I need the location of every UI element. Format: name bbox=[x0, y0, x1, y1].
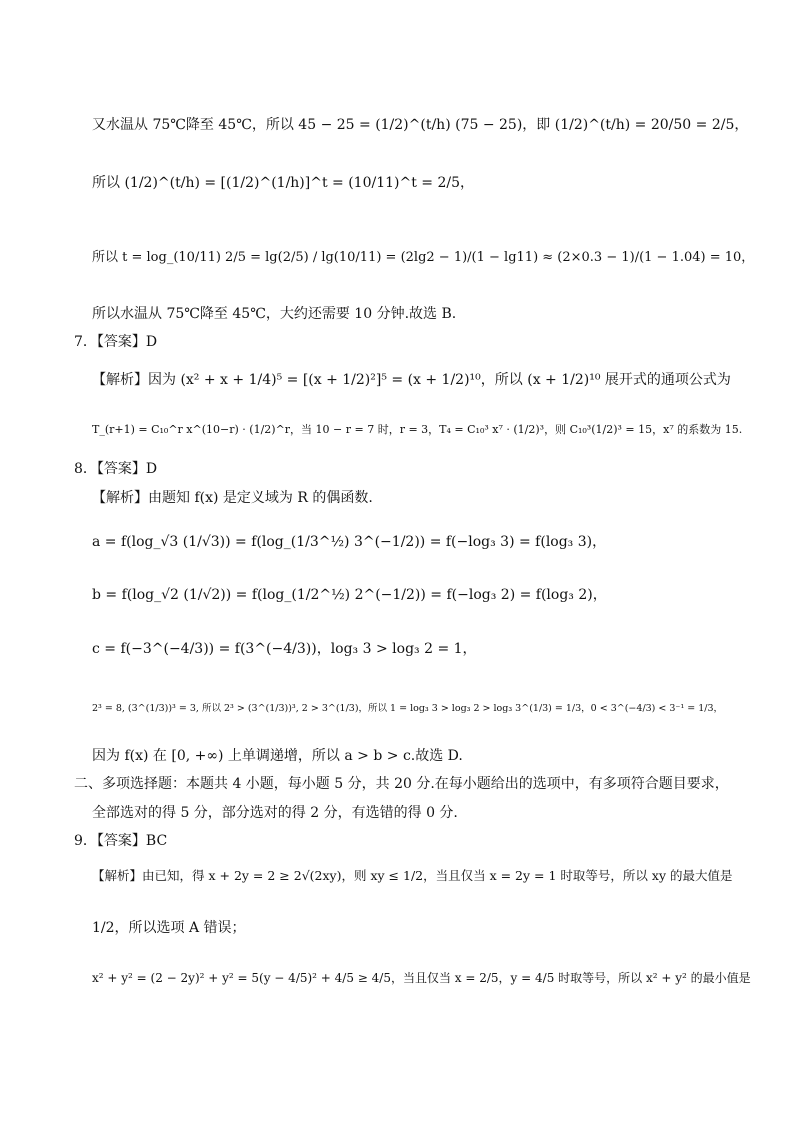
analysis-8-a: a = f(log_√3 (1/√3)) = f(log_(1/3^½) 3^(−1/2)) = f(−log₃ 3) = f(log₃ 3)， bbox=[92, 534, 607, 550]
solution-6-line-1: 又水温从 75℃降至 45℃，所以 45 − 25 = (1/2)^(t/h) (75 − 25)，即 (1/2)^(t/h) = 20/50 = 2/5， bbox=[92, 117, 749, 133]
analysis-8-intro: 【解析】由题知 f(x) 是定义域为 R 的偶函数. bbox=[92, 490, 373, 506]
answer-7-heading: 7．【答案】D bbox=[74, 334, 158, 350]
answer-9-heading: 9．【答案】BC bbox=[74, 833, 168, 849]
analysis-8-conclusion: 因为 f(x) 在 [0, +∞) 上单调递增，所以 a > b > c.故选 D. bbox=[92, 748, 463, 764]
answer-8-heading: 8．【答案】D bbox=[74, 461, 158, 477]
analysis-7-line-2: T_(r+1) = C₁₀^r x^(10−r) · (1/2)^r，当 10 − r = 7 时，r = 3，T₄ = C₁₀³ x⁷ · (1/2)³，则 C₁₀³(1/2)³ = 15，x⁷ 的系数为 15. bbox=[92, 423, 743, 436]
analysis-8-compare: 2³ = 8, (3^(1/3))³ = 3, 所以 2³ > (3^(1/3))³, 2 > 3^(1/3)，所以 1 = log₃ 3 > log₃ 2 > log₃ 3^(1/3) = 1/3，0 < 3^(−4/3) < 3⁻¹ = 1/3， bbox=[92, 703, 724, 714]
analysis-9-line-3: x² + y² = (2 − 2y)² + y² = 5(y − 4/5)² + 4/5 ≥ 4/5，当且仅当 x = 2/5，y = 4/5 时取等号，所以 x² + y² 的最小值是 bbox=[92, 971, 751, 985]
section-2-scoring: 全部选对的得 5 分，部分选对的得 2 分，有选错的得 0 分. bbox=[92, 805, 458, 821]
analysis-9-line-2: 1/2，所以选项 A 错误； bbox=[92, 920, 246, 936]
section-2-heading: 二、多项选择题：本题共 4 小题，每小题 5 分，共 20 分.在每小题给出的选项中，有多项符合题目要求， bbox=[74, 776, 729, 792]
solution-6-conclusion: 所以水温从 75℃降至 45℃，大约还需要 10 分钟.故选 B. bbox=[92, 306, 457, 322]
analysis-9-line-1: 【解析】由已知，得 x + 2y = 2 ≥ 2√(2xy)，则 xy ≤ 1/2，当且仅当 x = 2y = 1 时取等号，所以 xy 的最大值是 bbox=[92, 868, 733, 883]
analysis-7-line-1: 【解析】因为 (x² + x + 1/4)⁵ = [(x + 1/2)²]⁵ = (x + 1/2)¹⁰，所以 (x + 1/2)¹⁰ 展开式的通项公式为 bbox=[92, 372, 731, 388]
analysis-8-c: c = f(−3^(−4/3)) = f(3^(−4/3))，log₃ 3 > log₃ 2 = 1， bbox=[92, 641, 477, 657]
analysis-8-b: b = f(log_√2 (1/√2)) = f(log_(1/2^½) 2^(−1/2)) = f(−log₃ 2) = f(log₃ 2)， bbox=[92, 587, 607, 603]
solution-6-line-3: 所以 t = log_(10/11) 2/5 = lg(2/5) / lg(10/11) = (2lg2 − 1)/(1 − lg11) ≈ (2×0.3 − 1)/(1 − 1.04) = 10， bbox=[92, 250, 755, 265]
solution-6-line-2: 所以 (1/2)^(t/h) = [(1/2)^(1/h)]^t = (10/11)^t = 2/5， bbox=[92, 175, 474, 191]
